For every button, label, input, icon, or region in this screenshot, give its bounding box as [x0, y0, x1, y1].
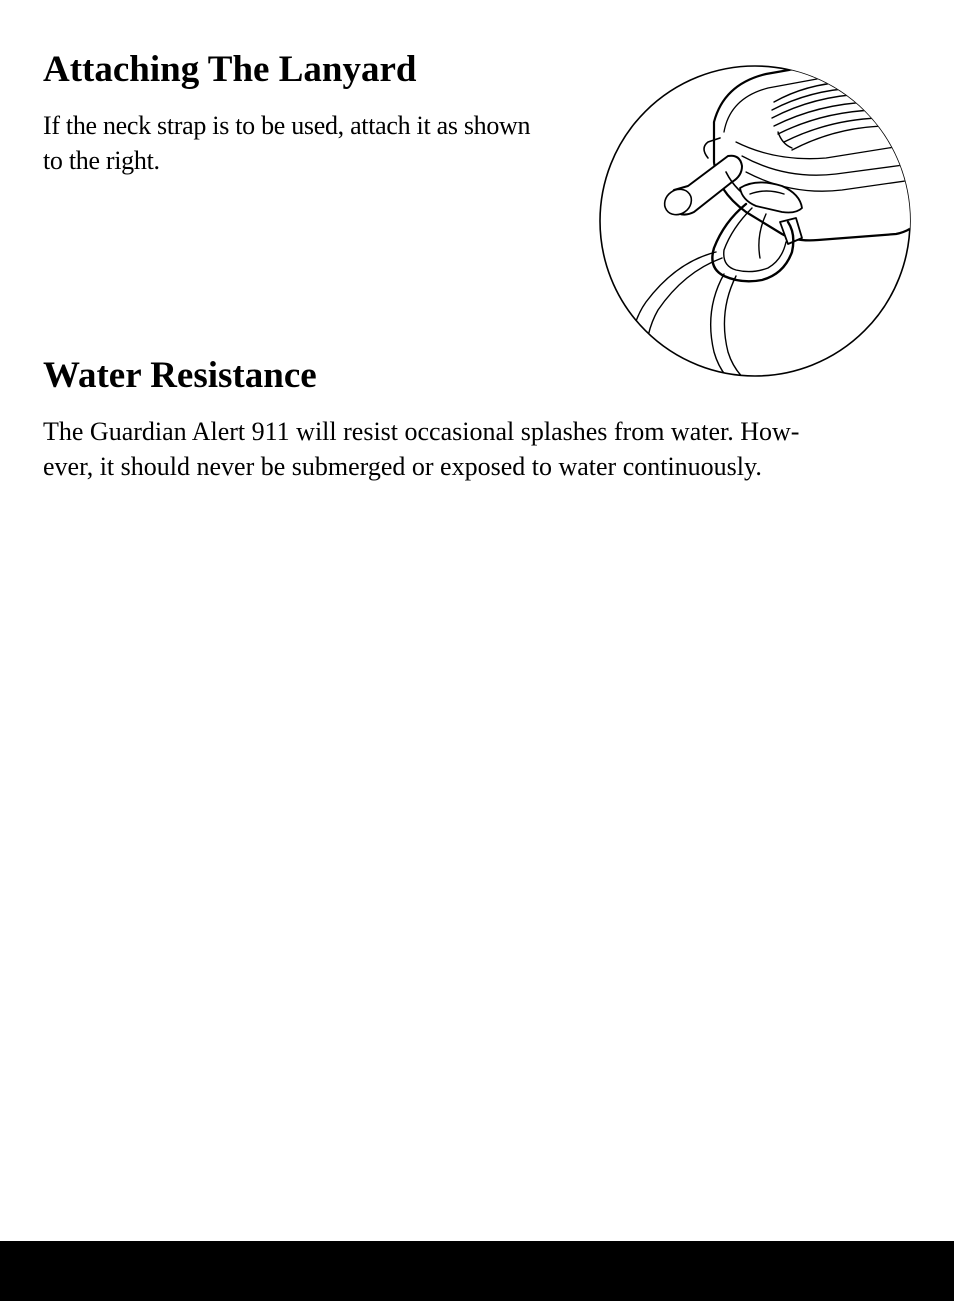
lanyard-attachment-illustration-icon [596, 62, 914, 380]
footer-bar [0, 1241, 954, 1301]
paragraph-line: to the right. [43, 146, 160, 175]
section-heading-water-resistance: Water Resistance [43, 355, 317, 396]
section-paragraph-lanyard [43, 108, 583, 178]
paragraph-line: ever, it should never be submerged or exposed to water continuously. [43, 452, 762, 481]
paragraph-line: If the neck strap is to be used, attach it as shown [43, 111, 531, 140]
section-paragraph-water-resistance [43, 414, 913, 484]
paragraph-line: The Guardian Alert 911 will resist occasional splashes from water. How- [43, 417, 800, 446]
section-heading-lanyard: Attaching The Lanyard [43, 49, 417, 90]
